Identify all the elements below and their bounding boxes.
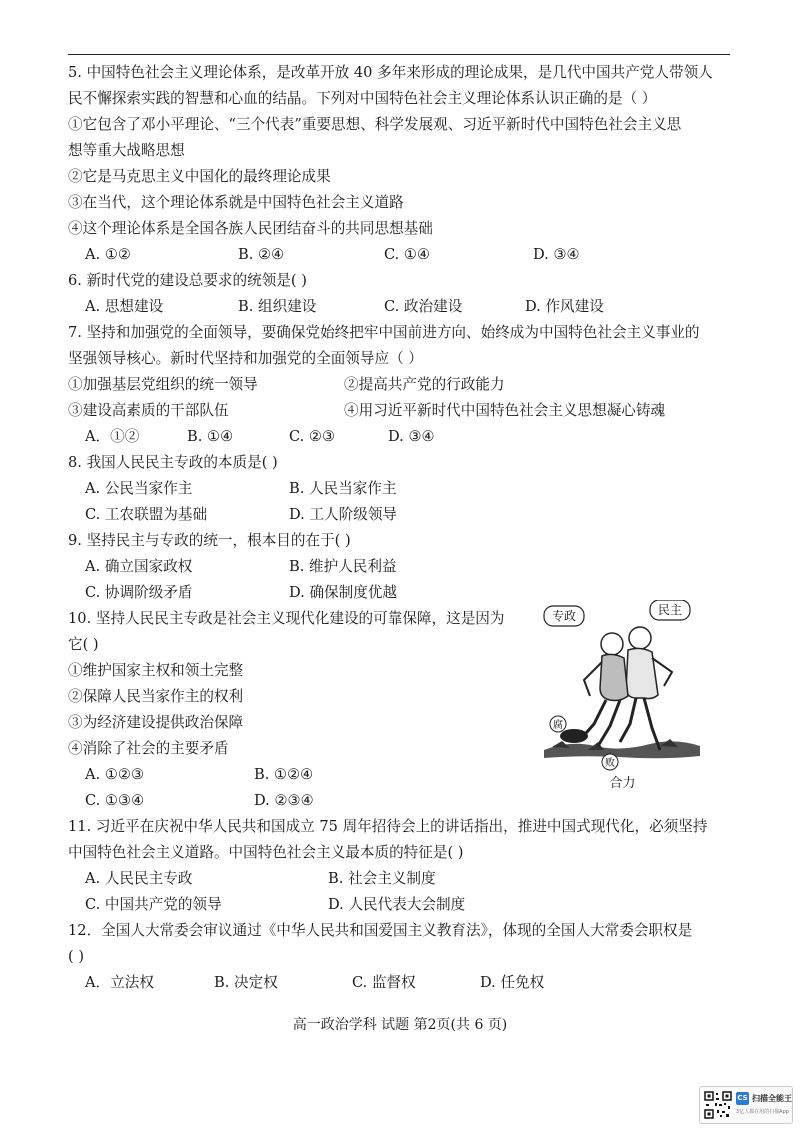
cartoon-illustration	[540, 600, 705, 772]
q5-option-c[interactable]: C. ①④	[384, 246, 431, 263]
q8-option-d[interactable]: D. 工人阶级领导	[289, 506, 398, 523]
q7-stem-line-2: 坚强领导核心。新时代坚持和加强党的全面领导应（ ）	[68, 350, 423, 367]
q8-options-row-2	[68, 502, 733, 528]
figure-right-legs	[620, 698, 660, 750]
q10-item-1: ①维护国家主权和领土完整	[68, 662, 244, 679]
q8-option-a[interactable]: A. 公民当家作主	[85, 480, 193, 497]
q5-option-b[interactable]: B. ②④	[238, 246, 285, 263]
q7-item-1: ①加强基层党组织的统一领导	[68, 376, 258, 393]
q11-options-row-1	[68, 866, 733, 892]
q6-option-d[interactable]: D. 作风建设	[525, 298, 604, 315]
q10-item-2: ②保障人民当家作主的权利	[68, 688, 244, 705]
q5-stem-line-2: 民不懈探索实践的智慧和心血的结晶。下列对中国特色社会主义理论体系认识正确的是（ ）	[68, 90, 657, 107]
q7-options	[68, 424, 733, 450]
scanner-tagline: 3亿人都在用的扫描App	[736, 1109, 789, 1115]
q12-stem-line-1: 12．全国人大常委会审议通过《中华人民共和国爱国主义教育法》，体现的全国人大常委会职权是	[68, 922, 693, 939]
label-bai: 败	[605, 758, 615, 769]
q7-option-d[interactable]: D. ③④	[388, 428, 435, 445]
q5-option-d[interactable]: D. ③④	[533, 246, 580, 263]
q10-option-c[interactable]: C. ①③④	[85, 792, 145, 809]
q5-item-3: ③在当代，这个理论体系就是中国特色社会主义道路	[68, 194, 404, 211]
q5-stem-line-1: 5. 中国特色社会主义理论体系，是改革开放 40 多年来形成的理论成果，是几代中国共产党人带领人	[68, 64, 713, 81]
q10-stem-line-2: 它( )	[68, 636, 99, 653]
q7-items-row-1	[68, 372, 733, 398]
q10-option-d[interactable]: D. ②③④	[254, 792, 314, 809]
q12-option-a[interactable]: A．立法权	[85, 974, 154, 991]
q6-stem: 6. 新时代党的建设总要求的统领是( )	[68, 272, 307, 289]
q12-options	[68, 970, 733, 996]
q9-option-b[interactable]: B. 维护人民利益	[289, 558, 397, 575]
q5-options	[68, 242, 733, 268]
q11-option-b[interactable]: B. 社会主义制度	[328, 870, 436, 887]
label-minzhu: 民主	[657, 603, 683, 617]
q10-item-3: ③为经济建设提供政治保障	[68, 714, 244, 731]
q12-option-c[interactable]: C. 监督权	[352, 974, 416, 991]
q9-option-c[interactable]: C. 协调阶级矛盾	[85, 584, 193, 601]
q9-options-row-1	[68, 554, 733, 580]
q11-options-row-2	[68, 892, 733, 918]
q10-item-4: ④消除了社会的主要矛盾	[68, 740, 229, 757]
trampled-figure	[560, 729, 588, 743]
figure-left-head	[601, 633, 623, 655]
label-zhuanzheng: 专政	[551, 609, 577, 623]
q12-stem-line-2: ( )	[68, 948, 85, 965]
q8-option-b[interactable]: B. 人民当家作主	[289, 480, 397, 497]
q7-option-c[interactable]: C. ②③	[289, 428, 336, 445]
q7-option-b[interactable]: B. ①④	[187, 428, 234, 445]
q11-stem-line-1: 11. 习近平在庆祝中华人民共和国成立 75 周年招待会上的讲话指出，推进中国式现代化，必须坚持	[68, 818, 708, 835]
q11-option-a[interactable]: A. 人民民主专政	[85, 870, 193, 887]
q7-item-4: ④用习近平新时代中国特色社会主义思想凝心铸魂	[344, 402, 666, 419]
q7-stem-line-1: 7. 坚持和加强党的全面领导，要确保党始终把牢中国前进方向、始终成为中国特色社会主义事业的	[68, 324, 700, 341]
figure-caption: 合力	[609, 776, 636, 791]
q7-option-a[interactable]: A．①②	[85, 428, 140, 445]
q11-option-c[interactable]: C. 中国共产党的领导	[85, 896, 222, 913]
ground-rubble	[544, 741, 700, 758]
cs-logo-icon: CS	[736, 1092, 749, 1105]
qr-code-icon	[704, 1091, 732, 1119]
q10-options-row-2	[68, 788, 528, 814]
q6-option-b[interactable]: B. 组织建设	[238, 298, 317, 315]
q6-option-a[interactable]: A. 思想建设	[85, 298, 164, 315]
label-fu: 腐	[553, 720, 563, 731]
q10-stem-line-1: 10. 坚持人民民主专政是社会主义现代化建设的可靠保障，这是因为	[68, 610, 505, 627]
q7-items-row-2	[68, 398, 733, 424]
q10-option-b[interactable]: B. ①②④	[254, 766, 314, 783]
figure-right-body	[626, 648, 658, 698]
q12-option-b[interactable]: B. 决定权	[214, 974, 278, 991]
q11-option-d[interactable]: D. 人民代表大会制度	[328, 896, 466, 913]
q8-options-row-1	[68, 476, 733, 502]
figure-left-body	[600, 654, 628, 700]
scanner-watermark	[699, 1086, 793, 1124]
q8-stem: 8. 我国人民民主专政的本质是( )	[68, 454, 278, 471]
q10-option-a[interactable]: A. ①②③	[85, 766, 145, 783]
q10-options-row-1	[68, 762, 528, 788]
page-footer: 高一政治学科 试题 第2页(共 6 页)	[292, 1017, 508, 1033]
q12-option-d[interactable]: D. 任免权	[480, 974, 545, 991]
top-rule	[68, 54, 730, 55]
q7-item-3: ③建设高素质的干部队伍	[68, 402, 229, 419]
figure-right-head	[629, 627, 651, 649]
q6-option-c[interactable]: C. 政治建设	[384, 298, 463, 315]
cartoon-figure	[540, 600, 705, 795]
scanner-brand: 扫描全能王	[752, 1094, 792, 1103]
q5-option-a[interactable]: A. ①②	[85, 246, 131, 263]
q6-options	[68, 294, 733, 320]
q9-option-a[interactable]: A. 确立国家政权	[85, 558, 193, 575]
q7-item-2: ②提高共产党的行政能力	[344, 376, 505, 393]
questions-content	[68, 60, 733, 996]
q9-option-d[interactable]: D. 确保制度优越	[289, 584, 398, 601]
q11-stem-line-2: 中国特色社会主义道路。中国特色社会主义最本质的特征是( )	[68, 844, 464, 861]
q8-option-c[interactable]: C. 工农联盟为基础	[85, 506, 208, 523]
q9-stem: 9. 坚持民主与专政的统一，根本目的在于( )	[68, 532, 351, 549]
q5-item-1a: ①它包含了邓小平理论、“三个代表”重要思想、科学发展观、习近平新时代中国特色社会主义思	[68, 116, 682, 133]
q5-item-2: ②它是马克思主义中国化的最终理论成果	[68, 168, 331, 185]
q5-item-4: ④这个理论体系是全国各族人民团结奋斗的共同思想基础	[68, 220, 433, 237]
q5-item-1b: 想等重大战略思想	[68, 142, 185, 159]
figure-left-arm	[584, 662, 602, 696]
